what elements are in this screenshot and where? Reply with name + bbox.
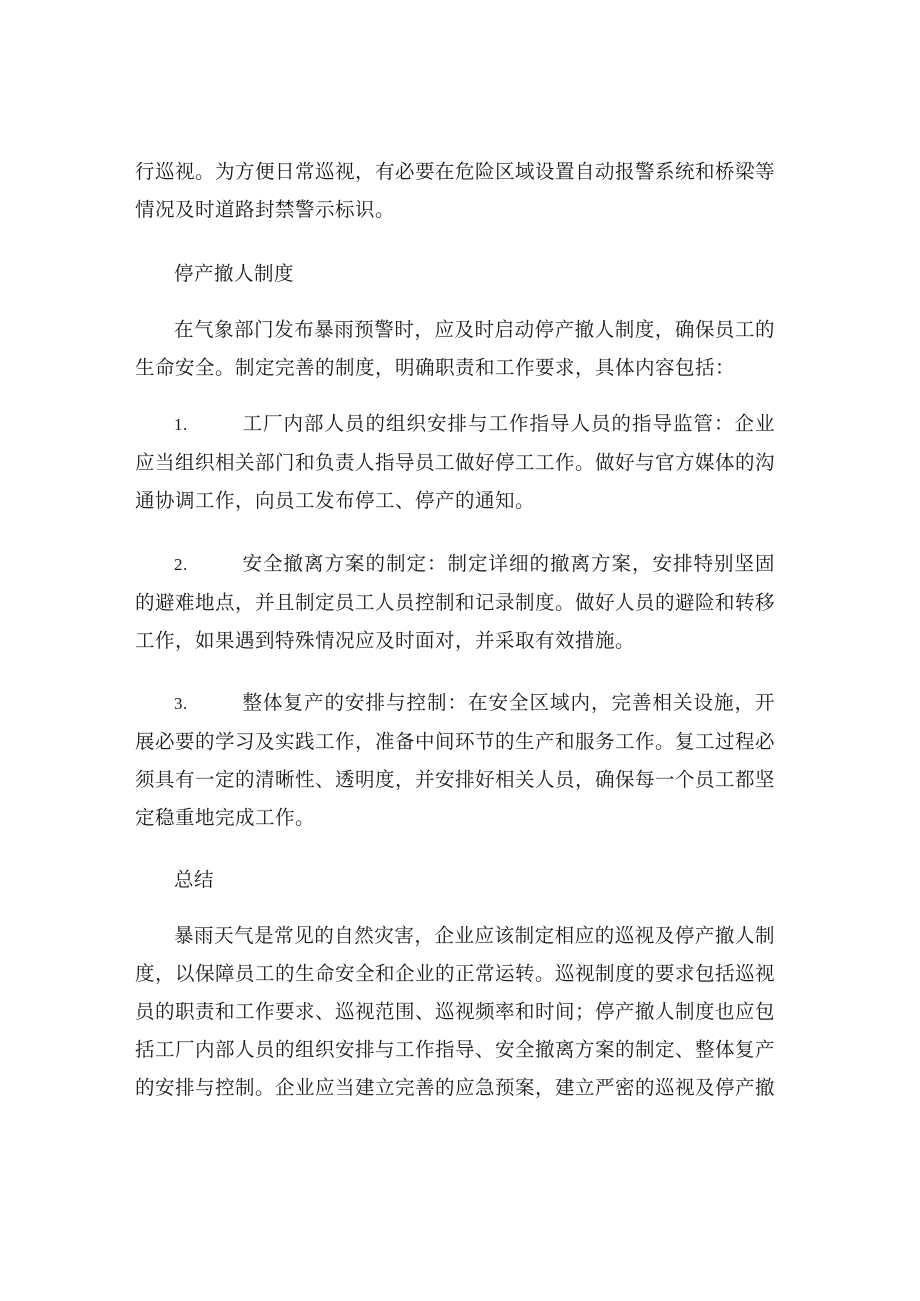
continuation-paragraph: 行巡视。为方便日常巡视，有必要在危险区域设置自动报警系统和桥梁等情况及时道路封禁警示标识。 bbox=[135, 160, 776, 221]
list-item-text: 工厂内部人员的组织安排与工作指导人员的指导监管：企业应当组织相关部门和负责人指导员工做好停工工作。做好与官方媒体的沟通协调工作，向员工发布停工、停产的通知。 bbox=[135, 412, 776, 512]
list-item-text: 安全撤离方案的制定：制定详细的撤离方案，安排特别坚固的避难地点，并且制定员工人员控制和记录制度。做好人员的避险和转移工作，如果遇到特殊情况应及时面对，并采取有效措施。 bbox=[135, 552, 776, 652]
summary-heading: 总结 bbox=[174, 868, 215, 891]
list-item-3 bbox=[135, 684, 775, 837]
section-intro-paragraph: 在气象部门发布暴雨预警时，应及时启动停产撤人制度，确保员工的生命安全。制定完善的制度，明确职责和工作要求，具体内容包括： bbox=[135, 318, 775, 379]
section-heading-shutdown-evacuation: 停产撤人制度 bbox=[174, 262, 295, 285]
list-item-1 bbox=[135, 405, 775, 520]
list-item-number: 3. bbox=[174, 694, 188, 713]
list-item-number: 2. bbox=[174, 555, 188, 574]
list-item-number: 1. bbox=[174, 415, 188, 434]
summary-paragraph: 暴雨天气是常见的自然灾害，企业应该制定相应的巡视及停产撤人制度，以保障员工的生命安全和企业的正常运转。巡视制度的要求包括巡视员的职责和工作要求、巡视范围、巡视频率和时间；停产撤人制度也应包括工厂内部人员的组织安排与工作指导、安全撤离方案的制定、整体复产的安排与控制。企业应当建立完善的应急预案，建立严密的巡视及停产撤 bbox=[135, 924, 776, 1099]
list-item-2 bbox=[135, 545, 775, 660]
list-item-text: 整体复产的安排与控制：在安全区域内，完善相关设施，开展必要的学习及实践工作，准备中间环节的生产和服务工作。复工过程必须具有一定的清晰性、透明度，并安排好相关人员，确保每一个员工都坚定稳重地完成工作。 bbox=[135, 691, 776, 829]
